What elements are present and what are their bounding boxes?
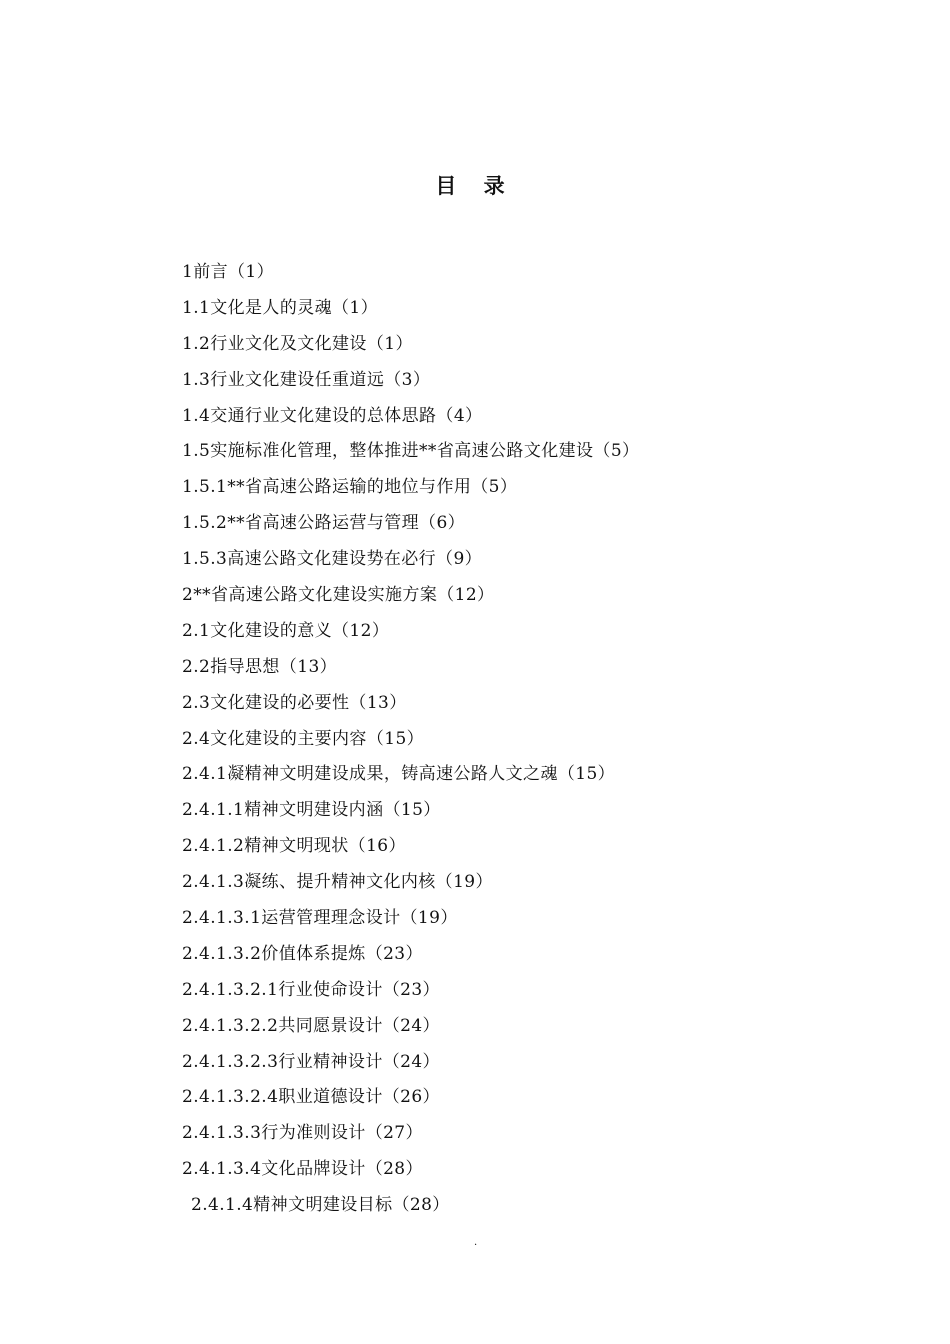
toc-entry: 2.4.1.3.2.2共同愿景设计（24）: [182, 1015, 440, 1036]
toc-entry: 2.4文化建设的主要内容（15）: [182, 728, 425, 749]
toc-entry: 1前言（1）: [182, 262, 275, 282]
footer-mark: .: [474, 1237, 478, 1248]
toc-entry: 2.4.1.1精神文明建设内涵（15）: [182, 800, 441, 821]
toc-entry: 2.4.1.3.3行为准则设计（27）: [182, 1123, 423, 1144]
toc-entry: 2.4.1.3.2.4职业道德设计（26）: [182, 1087, 440, 1108]
toc-entry: 2**省高速公路文化建设实施方案（12）: [182, 585, 495, 606]
toc-entry: 2.1文化建设的意义（12）: [182, 620, 390, 641]
toc-entry: 2.4.1.3.1运营管理理念设计（19）: [182, 908, 458, 929]
toc-entry: 1.2行业文化及文化建设（1）: [182, 333, 413, 354]
toc-entry: 2.4.1.4精神文明建设目标（28）: [191, 1195, 450, 1216]
toc-entry: 2.2指导思想（13）: [182, 656, 338, 677]
toc-entry: 2.4.1.3.2价值体系提炼（23）: [182, 943, 423, 964]
toc-entry: 1.4交通行业文化建设的总体思路（4）: [182, 405, 483, 426]
toc-entry: 2.4.1.3.2.1行业使命设计（23）: [182, 979, 440, 1000]
toc-entry: 1.5.2**省高速公路运营与管理（6）: [182, 513, 466, 534]
toc-entry: 2.4.1.3.2.3行业精神设计（24）: [182, 1051, 440, 1072]
toc-entry: 1.3行业文化建设任重道远（3）: [182, 369, 431, 390]
toc-entry: 1.1文化是人的灵魂（1）: [182, 297, 379, 318]
toc-entry: 2.4.1.3.4文化品牌设计（28）: [182, 1159, 423, 1180]
toc-entry: 2.3文化建设的必要性（13）: [182, 692, 407, 713]
toc-entry: 2.4.1.3凝练、提升精神文化内核（19）: [182, 872, 493, 893]
toc-title: 目 录: [435, 174, 515, 198]
toc-list: [182, 259, 639, 1228]
toc-entry: 2.4.1.2精神文明现状（16）: [182, 836, 406, 857]
toc-entry: 2.4.1凝精神文明建设成果，铸高速公路人文之魂（15）: [182, 764, 616, 785]
toc-entry: 1.5.3高速公路文化建设势在必行（9）: [182, 549, 483, 570]
toc-entry: 1.5实施标准化管理，整体推进**省高速公路文化建设（5）: [182, 441, 640, 462]
toc-entry: 1.5.1**省高速公路运输的地位与作用（5）: [182, 477, 518, 498]
